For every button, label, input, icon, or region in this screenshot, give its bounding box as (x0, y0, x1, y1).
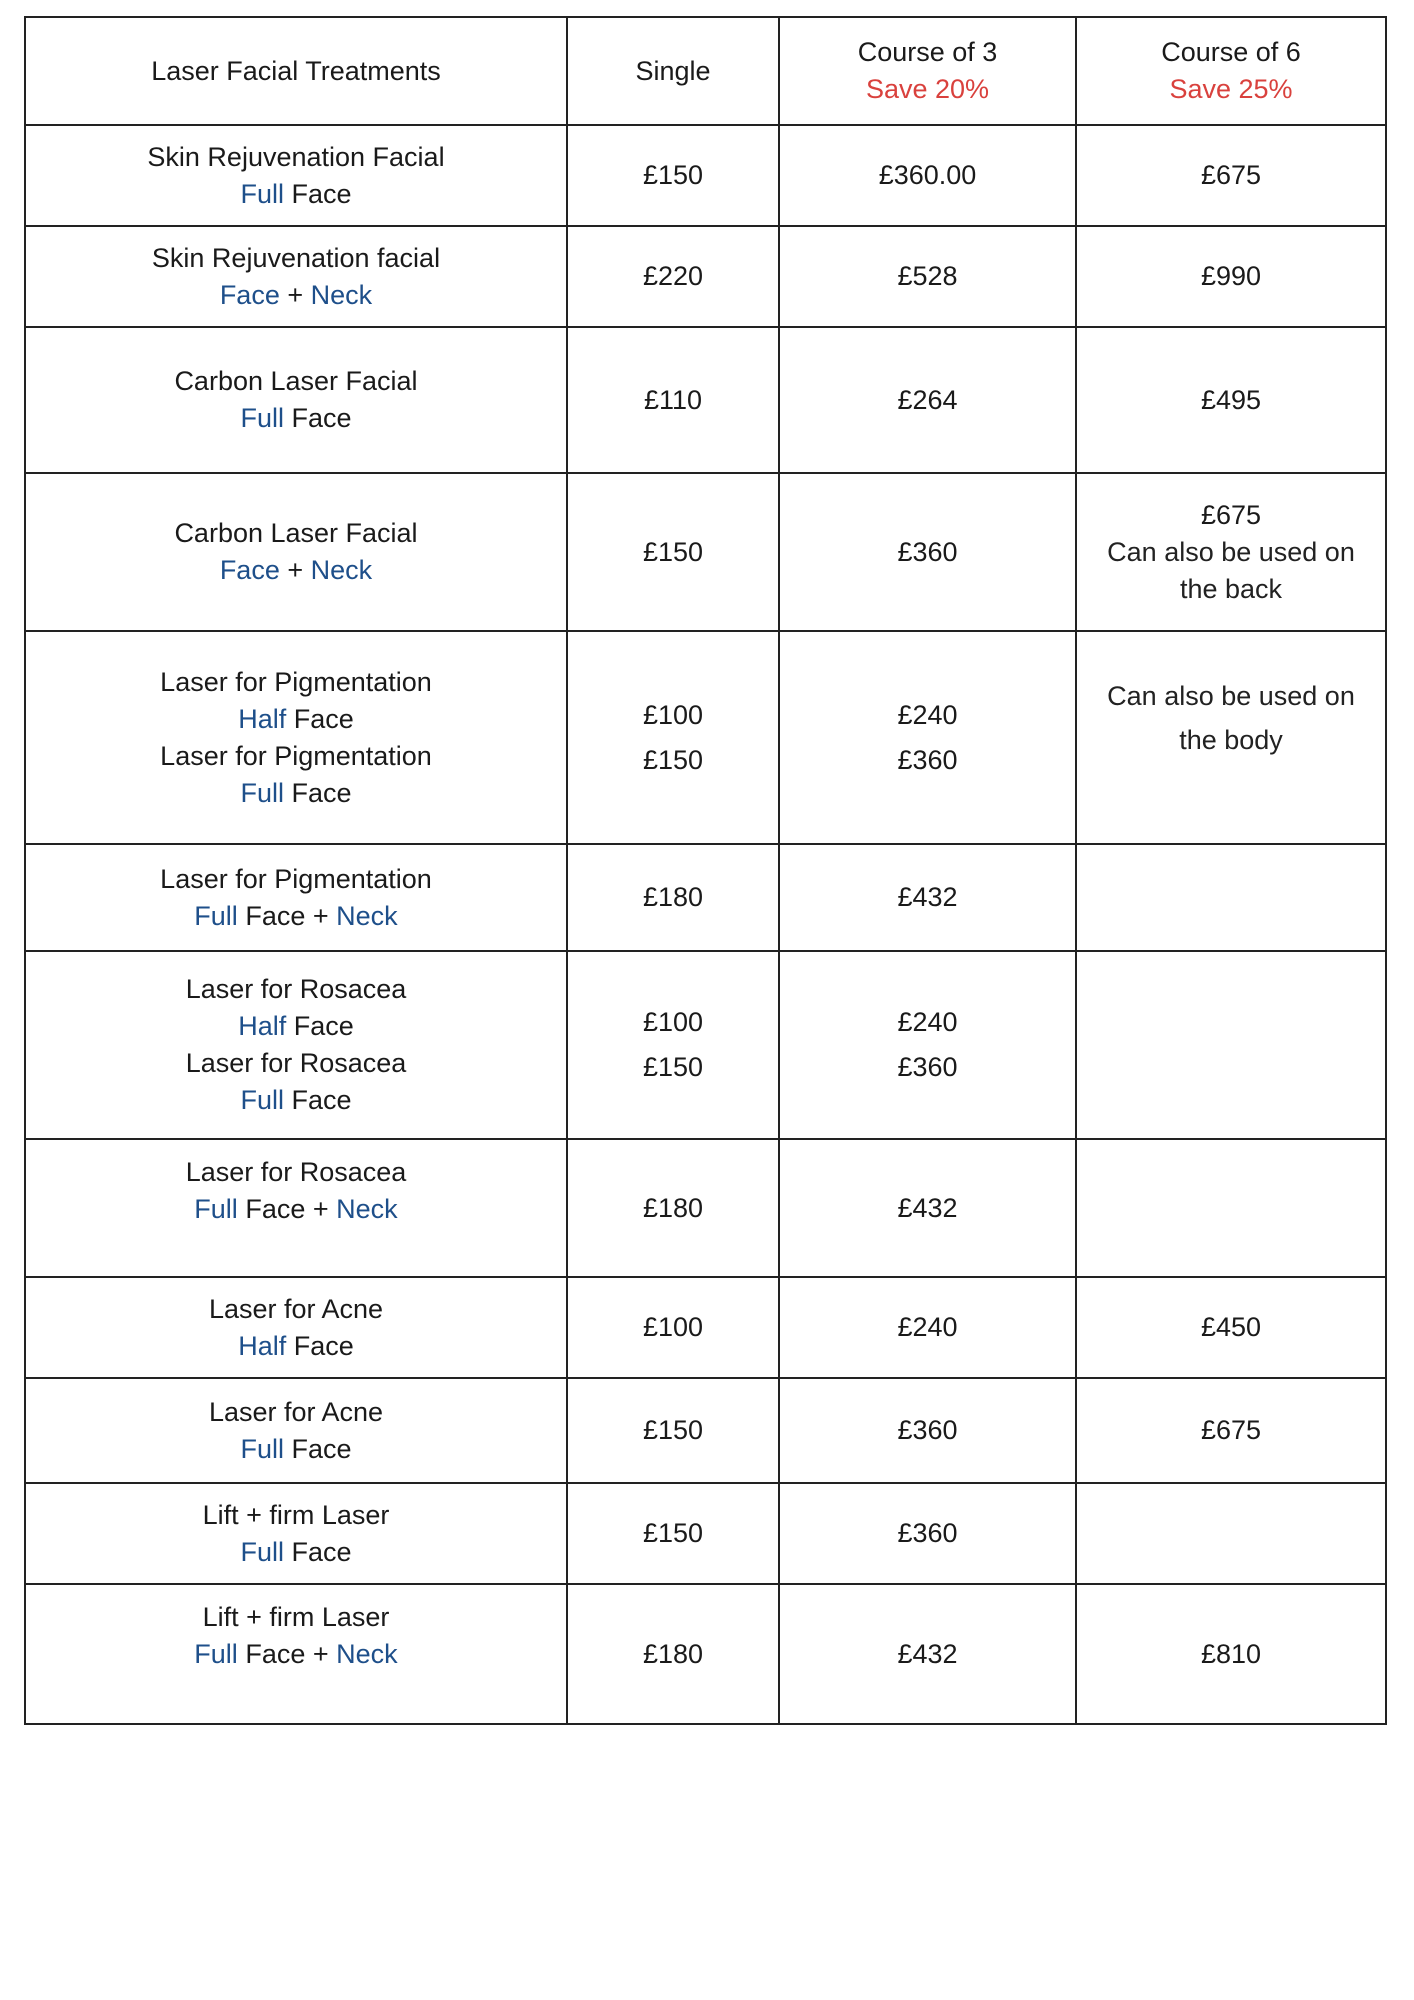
price-single: £150 (567, 1378, 779, 1483)
price-course6: £495 (1076, 327, 1386, 473)
area-label: Full (240, 777, 284, 808)
treatment-cell (25, 1584, 567, 1724)
course6-note: Can also be used on the back (1107, 536, 1355, 604)
area-label: Neck (310, 279, 373, 310)
treatment-cell (25, 1139, 567, 1277)
table-row (25, 1584, 1386, 1724)
price-single: £150 (642, 744, 704, 775)
area-label: Face (219, 279, 280, 310)
area-label: Full (194, 1639, 238, 1669)
course6-save: Save 25% (1169, 74, 1293, 104)
area-label: Face (291, 777, 352, 808)
price-course3: £360 (897, 1052, 958, 1082)
treatment-name: Laser for Rosacea (185, 1157, 407, 1187)
area-label: Half (238, 1330, 287, 1361)
area-label: Neck (310, 555, 373, 585)
area-label: Full (194, 1194, 238, 1224)
area-label: Full (240, 178, 284, 209)
table-row (25, 327, 1386, 473)
area-label: Face (245, 1639, 306, 1669)
treatment-name: Laser for Pigmentation (160, 740, 432, 771)
treatment-cell (25, 631, 567, 844)
area-label: Face (293, 703, 354, 734)
price-single: £100 (567, 1277, 779, 1378)
area-label: Face (291, 1085, 352, 1115)
price-course3-cell (779, 951, 1076, 1139)
table-row (25, 1378, 1386, 1483)
treatment-name: Skin Rejuvenation facial (151, 242, 441, 273)
treatment-cell (25, 1277, 567, 1378)
area-label: Face (291, 403, 352, 433)
area-label: Face (291, 1433, 352, 1464)
treatment-cell (25, 226, 567, 327)
treatment-name: Carbon Laser Facial (174, 518, 418, 548)
treatment-name: Carbon Laser Facial (174, 366, 418, 396)
price-course6: £450 (1076, 1277, 1386, 1378)
treatment-cell (25, 1483, 567, 1584)
treatment-cell (25, 1378, 567, 1483)
area-label: Full (194, 900, 238, 931)
price-course3: £432 (779, 844, 1076, 951)
price-single: £150 (567, 125, 779, 226)
plus-sign: + (312, 900, 329, 931)
table-row (25, 631, 1386, 844)
course3-label: Course of 3 (857, 37, 998, 67)
price-course3: £240 (897, 1007, 958, 1037)
price-single: £150 (567, 1483, 779, 1584)
price-single-cell (567, 631, 779, 844)
price-course6: £810 (1076, 1584, 1386, 1724)
price-single: £110 (567, 327, 779, 473)
price-single: £180 (567, 844, 779, 951)
header-course-6 (1076, 17, 1386, 125)
area-label: Face (219, 555, 280, 585)
area-label: Full (240, 1536, 284, 1567)
area-label: Neck (336, 1194, 398, 1224)
price-single: £100 (642, 1007, 704, 1037)
area-label: Half (238, 1011, 287, 1041)
price-single: £180 (567, 1584, 779, 1724)
price-course6: £675 (1076, 125, 1386, 226)
plus-sign: + (287, 279, 304, 310)
price-course6-empty (1076, 844, 1386, 951)
area-label: Full (240, 403, 284, 433)
area-label: Face (291, 1536, 352, 1567)
price-course3-cell (779, 631, 1076, 844)
price-course3: £360 (897, 744, 958, 775)
treatment-name: Laser for Acne (208, 1396, 384, 1427)
area-label: Face (245, 900, 306, 931)
price-course6: £990 (1076, 226, 1386, 327)
table-row (25, 1483, 1386, 1584)
price-single: £100 (642, 699, 704, 730)
price-course3: £432 (779, 1584, 1076, 1724)
treatment-name: Laser for Pigmentation (160, 863, 432, 894)
area-label: Full (240, 1085, 284, 1115)
price-course3: £360 (779, 1378, 1076, 1483)
plus-sign: + (287, 555, 304, 585)
treatment-name: Laser for Pigmentation (160, 666, 432, 697)
course6-label: Course of 6 (1161, 37, 1301, 67)
treatment-cell (25, 125, 567, 226)
table-row (25, 125, 1386, 226)
price-course3: £360.00 (779, 125, 1076, 226)
plus-sign: + (312, 1194, 329, 1224)
table-row (25, 1277, 1386, 1378)
treatment-name: Lift + firm Laser (202, 1602, 390, 1632)
area-label: Face (293, 1330, 354, 1361)
price-course6: £675 (1200, 499, 1262, 530)
plus-sign: + (312, 1639, 329, 1669)
price-single: £150 (567, 473, 779, 631)
price-sheet (24, 16, 1385, 1725)
table-row (25, 226, 1386, 327)
area-label: Face (291, 178, 352, 209)
price-single-cell (567, 951, 779, 1139)
price-table (24, 16, 1387, 1725)
price-course6-empty (1076, 1483, 1386, 1584)
course6-note: Can also be used on the body (1107, 681, 1355, 755)
header-treatment: Laser Facial Treatments (25, 17, 567, 125)
price-course6-empty (1076, 951, 1386, 1139)
price-course3: £528 (779, 226, 1076, 327)
treatment-cell (25, 844, 567, 951)
course3-save: Save 20% (865, 74, 990, 104)
price-course3: £432 (779, 1139, 1076, 1277)
price-course3: £360 (779, 1483, 1076, 1584)
price-course3: £240 (779, 1277, 1076, 1378)
table-row (25, 473, 1386, 631)
header-course-3 (779, 17, 1076, 125)
header-row (25, 17, 1386, 125)
area-label: Neck (336, 900, 398, 931)
price-course6-cell (1076, 631, 1386, 844)
header-single: Single (567, 17, 779, 125)
price-course6-cell (1076, 473, 1386, 631)
area-label: Face (245, 1194, 306, 1224)
area-label: Full (240, 1433, 284, 1464)
price-single: £180 (567, 1139, 779, 1277)
table-row (25, 1139, 1386, 1277)
price-course6: £675 (1076, 1378, 1386, 1483)
treatment-cell (25, 473, 567, 631)
treatment-name: Lift + firm Laser (202, 1499, 390, 1530)
treatment-name: Skin Rejuvenation Facial (147, 141, 445, 172)
price-single: £150 (642, 1052, 704, 1082)
price-course3: £240 (897, 699, 958, 730)
area-label: Face (293, 1011, 354, 1041)
table-row (25, 844, 1386, 951)
treatment-name: Laser for Rosacea (185, 1048, 407, 1078)
table-row (25, 951, 1386, 1139)
treatment-name: Laser for Acne (208, 1293, 384, 1324)
treatment-cell (25, 327, 567, 473)
treatment-cell (25, 951, 567, 1139)
area-label: Neck (336, 1639, 398, 1669)
price-single: £220 (567, 226, 779, 327)
price-course3: £264 (779, 327, 1076, 473)
price-course6-empty (1076, 1139, 1386, 1277)
treatment-name: Laser for Rosacea (185, 974, 407, 1004)
area-label: Half (238, 703, 287, 734)
price-course3: £360 (779, 473, 1076, 631)
